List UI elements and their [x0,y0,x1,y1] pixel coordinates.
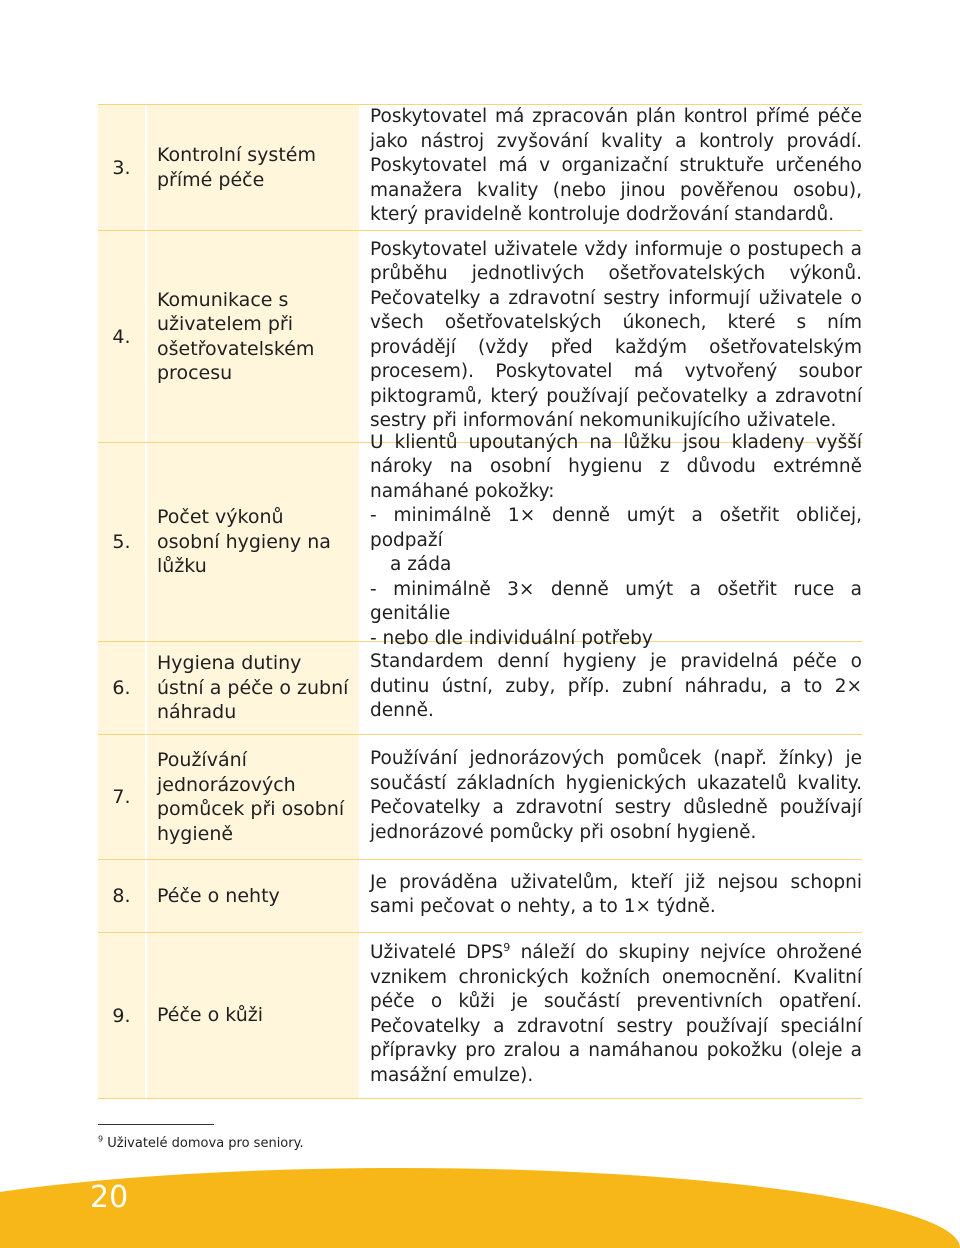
standards-table [98,104,862,1099]
row-text-start: Uživatelé DPS [370,942,504,963]
row-number: 9. [98,933,145,1098]
row-description: Je prováděna uživatelům, kteří již nejsou schopni sami pečovat o nehty, a to 1× týdně. [370,871,862,917]
row-description: Používání jednorázových pomůcek (např. žínky) je součástí základních hygienických ukazatelů kvality. Pečovatelky a zdravotní sestry důsledně používají jednorázové pomůcky při osobní hygieně. [370,748,862,843]
table-row [98,860,862,933]
table-row [98,735,862,860]
page-corner-decoration [0,1168,960,1248]
footnote-mark: 9 [98,1134,104,1144]
table-row [98,231,862,443]
row-label: Péče o nehty [145,860,359,932]
row-label: Používání jednorázových pomůcek při osobní hygieně [145,735,359,859]
table-row [98,933,862,1099]
table-row [98,105,862,231]
footnote [98,1136,304,1151]
page-number: 20 [90,1180,129,1215]
row-label: Kontrolní systém přímé péče [145,105,359,230]
row-label: Péče o kůži [145,933,359,1098]
footnote-divider [98,1124,214,1125]
row-description: U klientů upoutaných na lůžku jsou kladeny vyšší nároky na osobní hygienu z důvodu extrémně namáhané pokožky: - minimálně 1× denně umýt a ošetřit obličej, podpaží a záda - minimálně 3× denně umýt a ošetřit ruce a genitálie - nebo dle individuální potřeby [370,431,862,649]
row-label: Komunikace s uživatelem při ošetřovatelském procesu [145,231,359,442]
row-description: Standardem denní hygieny je pravidelná péče o dutinu ústní, zuby, příp. zubní náhradu, a to 2× denně. [370,651,862,722]
row-label: Hygiena dutiny ústní a péče o zubní náhradu [145,642,359,734]
row-number: 5. [98,443,145,641]
row-number: 6. [98,642,145,734]
row-text-rest: náleží do skupiny nejvíce ohrožené vznikem chronických kožních onemocnění. Kvalitní péče o kůži je součástí preventivních opatření. Pečovatelky a zdravotní sestry používají speciální přípravky pro zralou a namáhanou pokožku (oleje a masážní emulze). [370,942,862,1086]
table-row [98,431,862,649]
row-label: Počet výkonů osobní hygieny na lůžku [145,443,359,641]
row-number: 4. [98,231,145,442]
row-description [359,933,862,1098]
table-row [98,642,862,735]
row-number: 3. [98,105,145,230]
footnote-reference: 9 [503,940,511,954]
row-description: Poskytovatel má zpracován plán kontrol přímé péče jako nástroj zvyšování kvality a kontroly provádí. Poskytovatel má v organizační struktuře určeného manažera kvality (nebo jinou pověřenou osobu), který pravidelně kontroluje dodržování standardů. [370,106,862,226]
row-number: 7. [98,735,145,859]
footnote-text: Uživatelé domova pro seniory. [103,1136,304,1151]
row-number: 8. [98,860,145,932]
row-description: Poskytovatel uživatele vždy informuje o postupech a průběhu jednotlivých ošetřovatelských výkonů. Pečovatelky a zdravotní sestry informují uživatele o všech ošetřovatelských úkonech, které s ním provádějí (vždy před každým ošetřovatelským procesem). Poskytovatel má vytvořený soubor piktogramů, který používají pečovatelky a zdravotní sestry při informování nekomunikujícího uživatele. [370,238,862,431]
